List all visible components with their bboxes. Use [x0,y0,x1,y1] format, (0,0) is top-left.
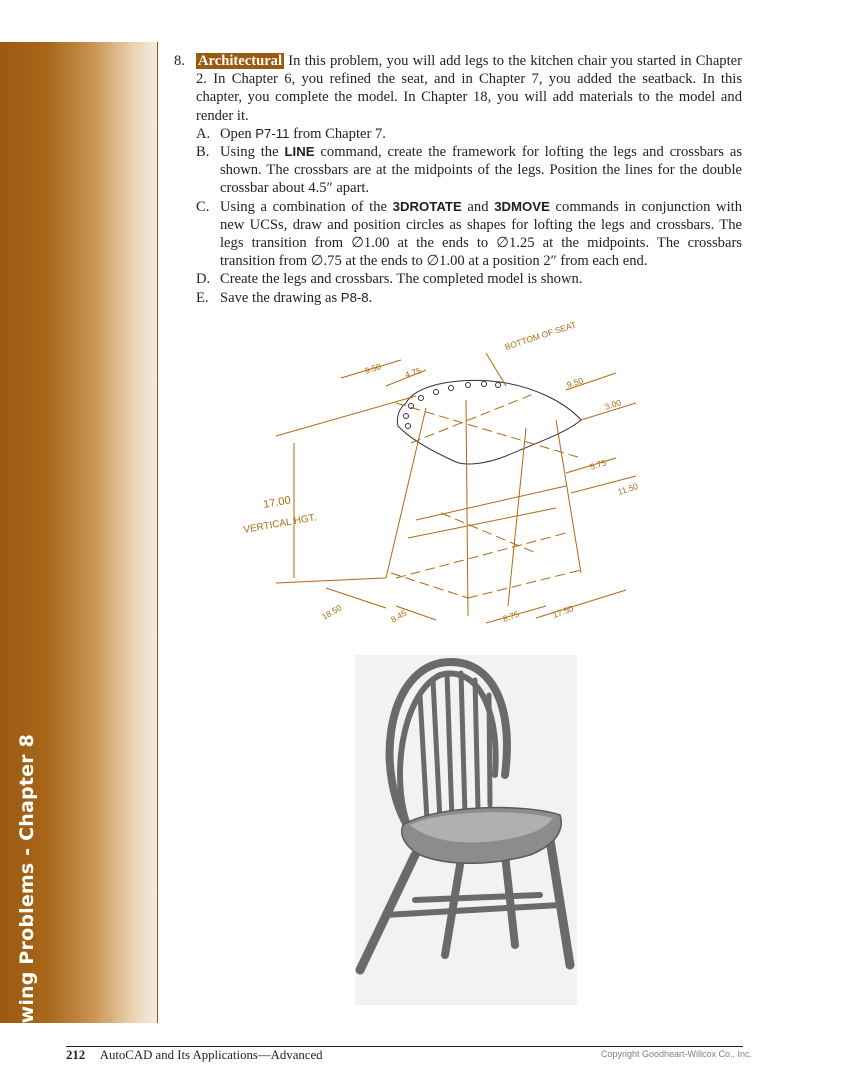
dim-1150: 11.50 [616,481,640,497]
bottom-of-seat-label: BOTTOM OF SEAT [503,319,578,352]
step-letter: D. [196,271,211,288]
step-e [196,289,742,307]
step-text: . [368,289,373,306]
command-name: 3DROTATE [392,198,462,214]
dim-845: 8.45 [389,607,409,625]
step-letter: A. [196,125,211,142]
command-name: LINE [284,144,315,160]
problem-number: 8. [174,53,185,69]
dim-1700: 17.00 [262,494,292,511]
book-title: AutoCAD and Its Applications—Advanced [99,1048,323,1062]
file-name: P8-8 [340,289,369,305]
dim-1850: 18.50 [320,602,344,622]
step-a [196,125,742,143]
step-c [196,198,742,271]
step-text: command, create the framework for lofting the legs and crossbars as shown. The crossbars are at the midpoints of the legs. Position the lines for the double crossbar about 4.5″ apart. [220,144,742,197]
vertical-hgt-label: VERTICAL HGT. [242,512,318,536]
step-b [196,143,742,198]
step-text: Using the [220,144,285,161]
category-tag: Architectural [198,53,283,69]
step-text: commands in conjunction with new UCSs, draw and position circles as shapes for lofting the legs and crossbars. The legs transition from ∅1.00 at the ends to ∅1.25 at the midpoints. The crossbars transition from ∅.75 at the ends to ∅1.00 at a position 2″ from each end. [220,198,742,270]
intro-text: In this problem, you will add legs to the kitchen chair you started in Chapter 2. In Chapter 6, you refined the seat, and in Chapter 7, you added the seatback. In this chapter, you complete the model. In Chapter 18, you will add materials to the model and render it. [196,53,742,124]
step-text: and [461,198,495,215]
step-text: Save the drawing as [220,289,341,306]
step-text: from Chapter 7. [289,125,386,142]
dim-950-b: 9.50 [565,375,585,390]
footer-rule [66,1046,743,1047]
step-text: Using a combination of the [220,198,393,215]
dim-1750: 17.50 [551,603,575,620]
step-text: Open [220,125,256,142]
dimension-labels [243,319,640,624]
dim-575: 5.75 [588,457,608,472]
framework-diagram [236,308,666,638]
page-number: 212 [66,1048,86,1062]
file-name: P7-11 [255,125,290,141]
sidebar-title: Drawing Problems - Chapter 8 [16,733,38,1062]
footer-left [66,1048,323,1063]
step-letter: C. [196,198,210,215]
command-name: 3DMOVE [494,198,550,214]
dim-300: 3.00 [603,397,623,412]
completed-chair-image [355,655,577,1005]
problem-content [174,52,742,307]
problem-intro [174,52,742,125]
dim-950-a: 9.50 [363,361,383,376]
step-d [196,270,742,288]
copyright: Copyright Goodheart-Willcox Co., Inc. [600,1049,752,1059]
step-text: Create the legs and crossbars. The completed model is shown. [220,271,583,288]
dim-875: 8.75 [501,608,521,624]
step-letter: E. [196,289,209,306]
dim-475: 4.75 [403,365,423,380]
step-list [174,125,742,307]
step-letter: B. [196,144,210,161]
